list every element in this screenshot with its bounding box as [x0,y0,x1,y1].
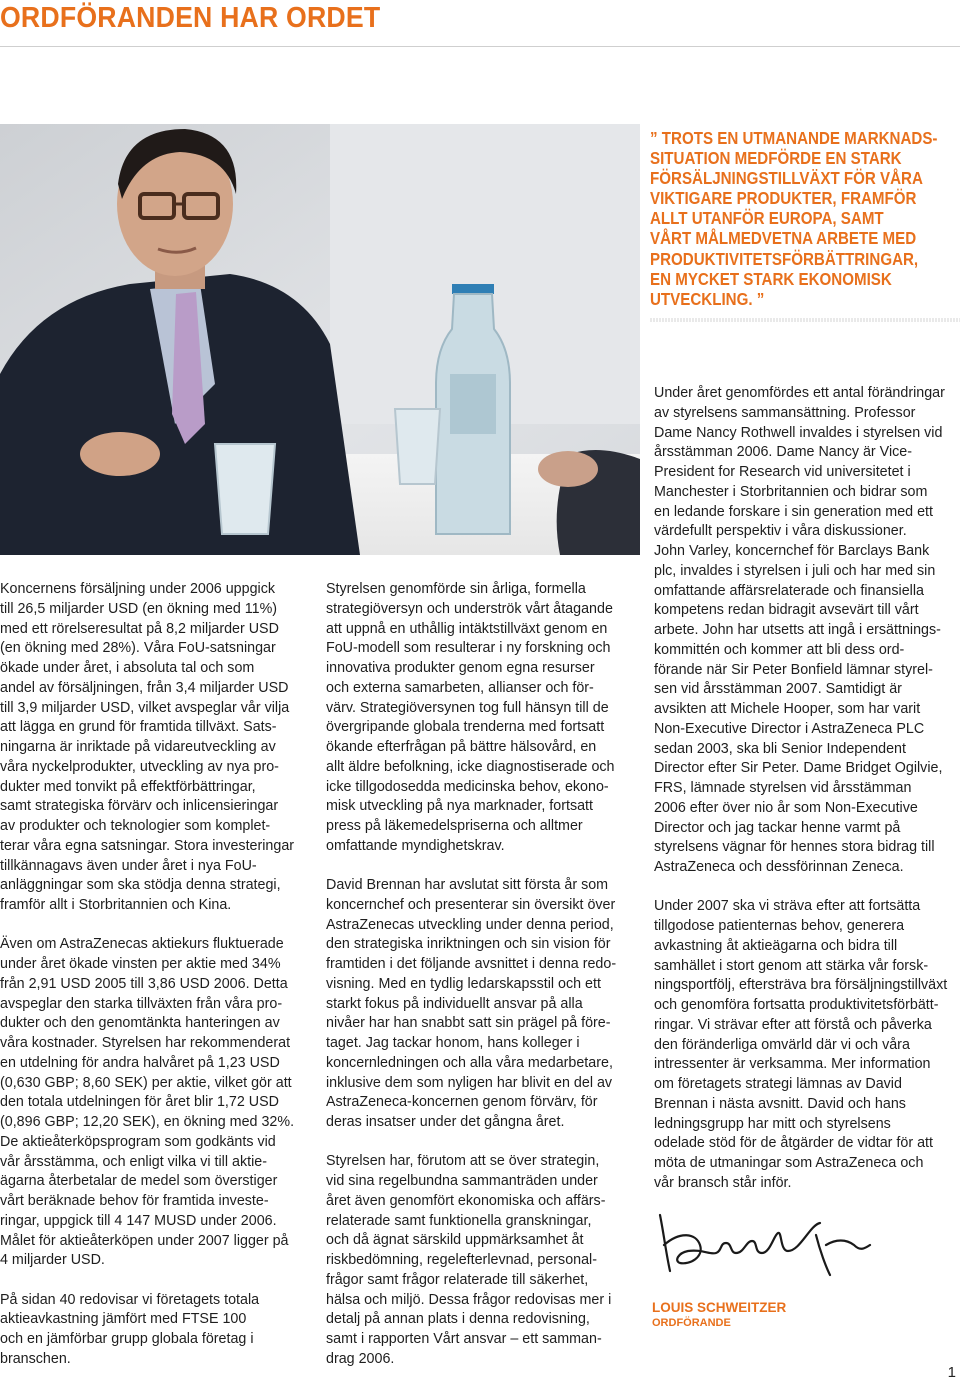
paragraph: Styrelsen har, förutom att se över strategin, vid sina regelbundna sammanträden under året även genomfört ekonomiska och affärs- relaterade samt funktionella granskningar, och då ägnat särskild uppmärksamhet åt riskbedömning, regelefterlevnad, personal- frågor samt frågor relaterade till säkerhet, hälsa och miljö. Dessa frågor redovisas mer i detalj på annan plats i denna redovisning, samt i rapporten Vårt ansvar – ett samman- drag 2006. [326,1153,612,1367]
paragraph: Styrelsen genomförde sin årliga, formella strategiöversyn och underströk vårt åtagande att uppnå en uthållig intäktstillväxt genom en FoU-modell som resulterar i ny forskning och innovativa produkter genom egna resurser och externa samarbeten, allianser och för- värv. Strategiöversynen tog full hänsyn till de övergripande globala trenderna med fortsatt ökande efterfrågan på bättre hälsovård, en allt äldre befolkning, icke diagnostiserade och icke tillgodosedda medicinska behov, ekono- misk utveckling på nya marknader, fortsatt press på läkemedelspriserna och alltmer omfattande myndighetskrav. [326,581,615,854]
paragraph: Under 2007 ska vi sträva efter att fortsätta tillgodose patienternas behov, generera avkastning åt aktieägarna och bidra till samhället i stort genom att stärka vår forsk- ningsportfölj, eftersträva bra försäljningstillväxt och genomföra fortsatta produktivitetsförbätt- ringar. Vi strävar efter att förstå och påverka den föränderliga omvärld där vi och våra intressenter är verksamma. Mer information om företagets strategi lämnas av David Brennan i nästa avsnitt. David och hans ledningsgrupp har mitt och styrelsens odelade stöd för de åtgärder de vidtar för att möta de utmaningar som AstraZeneca och vår bransch står inför. [654,898,948,1191]
title-divider [0,46,960,47]
handwritten-signature [650,1205,890,1280]
pull-quote: ” TROTS EN UTMANANDE MARKNADS- SITUATION MEDFÖRDE EN STARK FÖRSÄLJNINGSTILLVÄXT FÖR VÅRA VIKTIGARE PRODUKTER, FRAMFÖR ALLT UTANFÖR EUROPA, SAMT VÅRT MÅLMEDVETNA ARBETE MED PRODUKTIVITETSFÖRBÄTTRINGAR, EN MYCKET STARK EKONOMISK UTVECKLING. ” [650,128,938,309]
paragraph: På sidan 40 redovisar vi företagets totala aktieavkastning jämfört med FTSE 100 och en jämförbar grupp globala företag i branschen. [0,1291,260,1367]
paragraph: Under året genomfördes ett antal förändringar av styrelsens sammansättning. Professor Dame Nancy Rothwell invaldes i styrelsen vid årsstämman 2006. Dame Nancy är Vice- President for Research vid universitetet i Manchester i Storbritannien och bidrar som en ledande forskare i sin generation med ett värdefullt perspektiv i våra diskussioner. John Varley, koncernchef för Barclays Bank plc, invaldes i styrelsen i juli och har med sin omfattande affärsrelaterade och finansiella kompetens redan bidragit avsevärt till vårt arbete. John har utsetts att ingå i ersättnings- kommittén och kommer att bli dess ord- förande när Sir Peter Bonfield lämnar styrel- sen vid årsstämman 2007. Samtidigt är avsikten att Michele Hooper, som har varit Non-Executive Director i AstraZeneca PLC sedan 2003, ska bli Senior Independent Director efter Sir Peter. Dame Bridget Ogilvie, FRS, lämnade styrelsen vid årsstämman 2006 efter över nio år som Non-Executive Director och jag tackar henne varmt på styrelsens vägnar för hennes stora bidrag till AstraZeneca och dessförinnan Zeneca. [654,385,945,875]
page-number: 1 [947,1364,956,1381]
chairman-photo [0,124,640,555]
text-column-3 [654,384,954,1213]
quote-divider [650,318,960,322]
paragraph: Koncernens försäljning under 2006 uppgick till 26,5 miljarder USD (en ökning med 11%) med ett rörelseresultat på 8,2 miljarder USD (en ökning med 28%). Våra FoU-satsningar ökade under året, i absoluta tal och som andel av försäljningen, från 3,4 miljarder USD till 3,9 miljarder USD, vilket avspeglar vår vilja att lägga en grund för framtida tillväxt. Sats- ningarna är inriktade på vidareutveckling av våra nyckelprodukter, utveckling av nya pro- dukter med tonvikt på effektförbättringar, samt strategiska förvärv och inlicensieringar av produkter och teknologier som komplet- terar våra egna satsningar. Stora investeringar tillkännagavs även under året i nya FoU- anläggningar som ska stödja denna strategi, framför allt i Storbritannien och Kina. [0,581,295,913]
text-column-1 [0,580,300,1389]
page-title: ORDFÖRANDEN HAR ORDET [0,2,381,34]
text-column-2 [326,580,626,1389]
signatory-role: ORDFÖRANDE [652,1317,731,1329]
paragraph: Även om AstraZenecas aktiekurs fluktuerade under året ökade vinsten per aktie med 34% från 2,91 USD 2005 till 3,86 USD 2006. Detta avspeglar den starka tillväxten från våra pro- dukter och den genomtänkta hanteringen av våra kostnader. Styrelsen har rekommenderat en utdelning för andra halvåret på 1,23 USD (0,630 GBP; 8,60 SEK) per aktie, vilket gör att den totala utdelningen för året blir 1,72 USD (0,896 GBP; 12,20 SEK), en ökning med 32%. De aktieåterköpsprogram som godkänts vid vår årsstämma, och enligt vilka vi till aktie- ägarna återbetalar de medel som överstiger vårt beräknade behov för framtida investe- ringar, uppgick till 4 147 MUSD under 2006. Målet för aktieåterköpen under 2007 ligger på 4 miljarder USD. [0,936,295,1269]
signatory-name: LOUIS SCHWEITZER [652,1300,787,1315]
paragraph: David Brennan har avslutat sitt första år som koncernchef och presenterar sin översikt över AstraZenecas utveckling under denna period, den strategiska inriktningen och sin vision för framtiden i det följande avsnittet i denna redo- visning. Med en tydlig ledarskapsstil och ett starkt fokus på individuellt ansvar på alla nivåer har han snabbt satt sin prägel på före- taget. Jag tackar honom, hans kolleger i koncernledningen och alla våra medarbetare, inklusive dem som nyligen har blivit en del av AstraZeneca-koncernen genom förvärv, för deras insatser under det gångna året. [326,877,617,1130]
